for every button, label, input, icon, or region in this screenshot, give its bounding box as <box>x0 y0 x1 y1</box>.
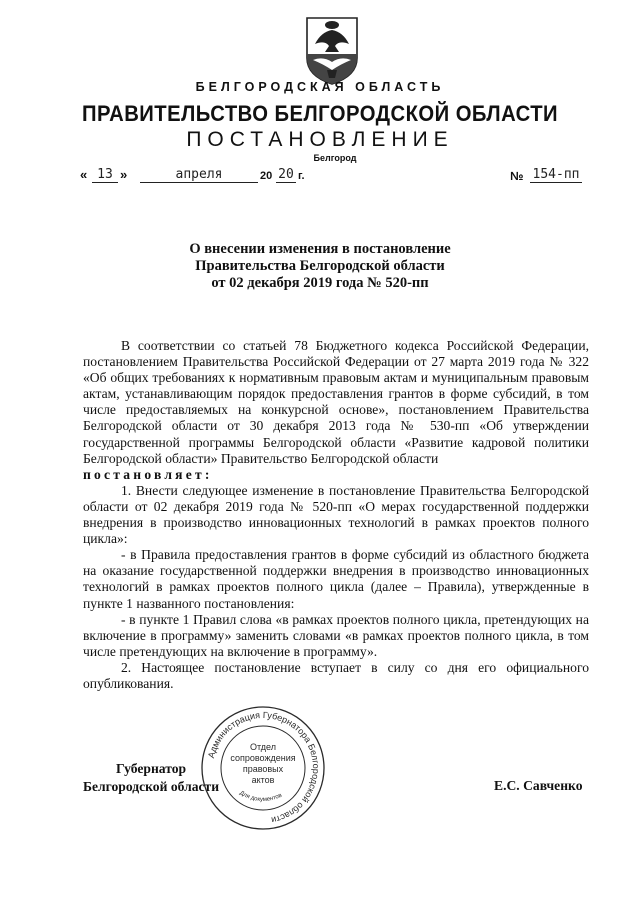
position-line: Губернатор <box>115 761 187 776</box>
stamp-center-line: Отдел <box>249 742 277 752</box>
subitem-paragraph: - в пункте 1 Правил слова «в рамках проектов полного цикла, претендующих на включение в программу» заменить словами «в рамках проектов полного цикла, в том числе претендующих на включение в программу». <box>83 611 589 659</box>
number-label: № <box>510 169 524 183</box>
stamp-center-line: правовых <box>242 764 284 774</box>
resolves-line <box>83 467 589 483</box>
document-number: 154-пп <box>530 167 582 183</box>
document-body <box>83 338 589 692</box>
resolves-word: постановляет <box>83 466 205 482</box>
date-year-prefix: 20 <box>260 170 273 182</box>
stamp-center-line: актов <box>251 775 275 785</box>
stamp-ring-text: Администрация Губернатора Белгородской области <box>206 709 322 826</box>
resolves-colon: : <box>204 466 210 482</box>
signatory-position <box>83 760 219 796</box>
date-number-line <box>80 167 580 189</box>
office-stamp <box>200 705 326 831</box>
date-month: апреля <box>140 167 258 183</box>
subitem-paragraph: - в Правила предоставления грантов в форме субсидий из областного бюджета на оказание государственной поддержки внедрения в производство инновационных технологий в рамках проектов полного цикла (далее – Правила), утвержденные в пункте 1 названного постановления: <box>83 547 589 611</box>
date-year-suffix: 20 <box>276 167 296 183</box>
item-paragraph: 1. Внести следующее изменение в постановление Правительства Белгородской области от 02 декабря 2019 года № 520-пп «О мерах государственной поддержки внедрения в производство инновационных технологий в рамках проектов полного цикла»: <box>83 482 589 547</box>
date-day: 13 <box>92 167 118 183</box>
government-name: ПРАВИТЕЛЬСТВО БЕЛГОРОДСКОЙ ОБЛАСТИ <box>81 101 559 126</box>
position-line: Белгородской области <box>83 779 220 794</box>
stamp-bottom-text: Для документов <box>238 790 283 804</box>
document-title <box>0 241 640 292</box>
title-line: от 02 декабря 2019 года № 520-пп <box>211 275 429 291</box>
document-type: ПОСТАНОВЛЕНИЕ <box>186 128 454 151</box>
date-year-unit: г. <box>298 170 305 182</box>
date-close-quote: » <box>120 167 128 182</box>
preamble-text: В соответствии со статьей 78 Бюджетного кодекса Российской Федерации, постановлением Правительства Российской Федерации от 27 марта 2019 года № 322 «Об общих требованиях к нормативным правовым актам и муниципальным правовым актам, устанавливающим порядок предоставления грантов в форме субсидий, в том числе предоставляемых на конкурсной основе», постановлением Правительства Белгородской области от 30 декабря 2013 года № 530-пп «Об утверждении государственной программы Белгородской области «Развитие кадровой политики Белгородской области» Правительство Белгородской области <box>83 338 589 466</box>
stamp-center-line: сопровождения <box>230 753 296 763</box>
title-line: О внесении изменения в постановление <box>189 241 451 257</box>
preamble-paragraph <box>83 338 589 467</box>
region-name: БЕЛГОРОДСКАЯ ОБЛАСТЬ <box>195 80 445 94</box>
belgorod-coat-of-arms-icon <box>299 14 365 86</box>
item-paragraph: 2. Настоящее постановление вступает в силу со дня его официального опубликования. <box>83 659 589 691</box>
signatory-name: Е.С. Савченко <box>494 778 583 793</box>
city-name: Белгород <box>313 153 357 163</box>
date-open-quote: « <box>80 167 88 182</box>
title-line: Правительства Белгородской области <box>195 258 445 274</box>
